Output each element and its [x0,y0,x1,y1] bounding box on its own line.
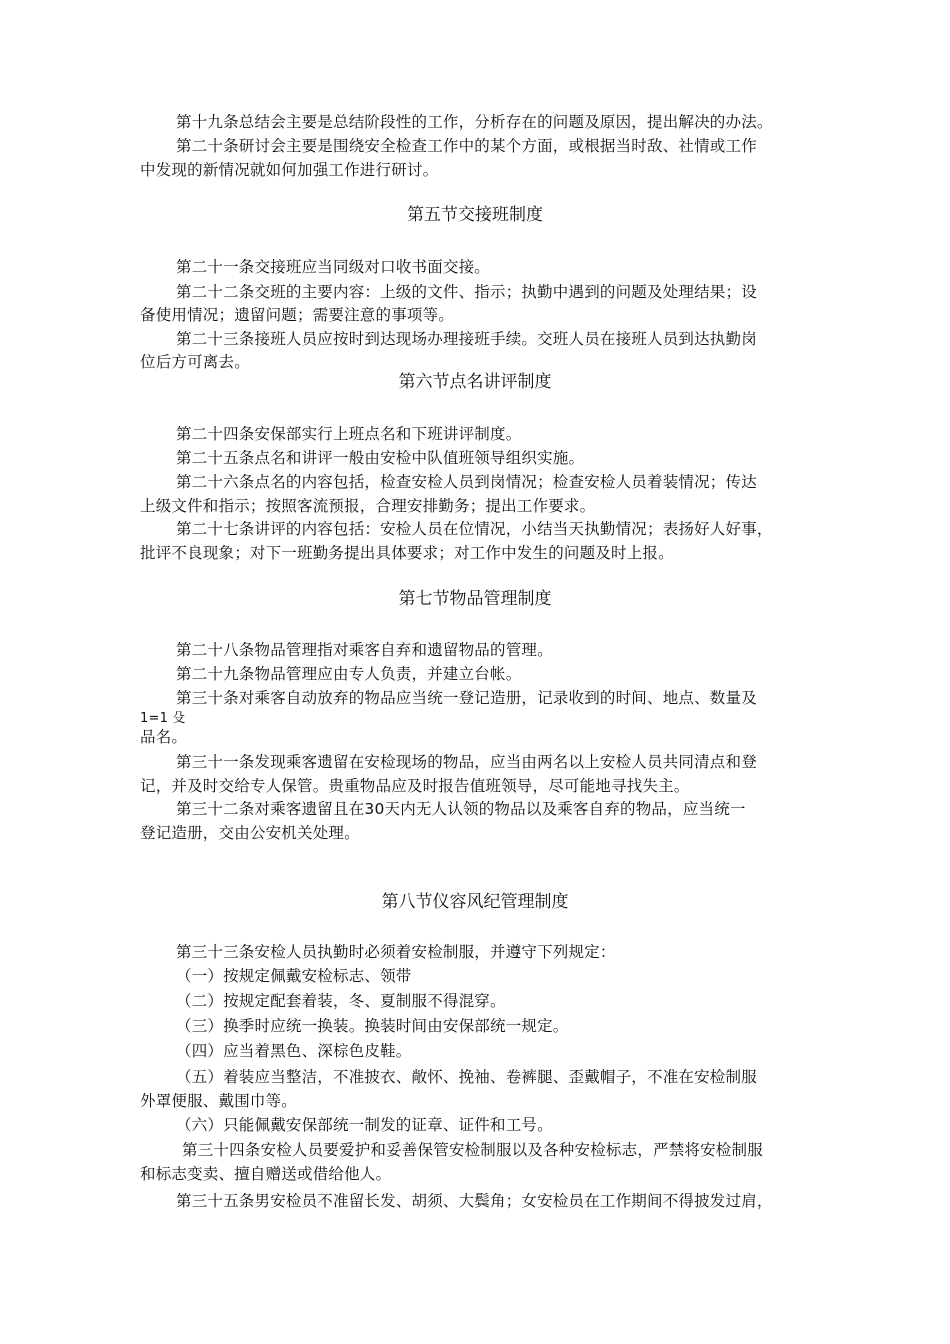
article-30-line-2: 品名。 [140,728,188,746]
article-30-fragment: 1=1 殳 [140,711,186,726]
rule-item-3: （三）换季时应统一换装。换装时间由安保部统一规定。 [176,1017,569,1035]
article-23-line-1: 第二十三条接班人员应按时到达现场办理接班手续。交班人员在接班人员到达执勤岗 [176,330,757,348]
article-25: 第二十五条点名和讲评一般由安检中队值班领导组织实施。 [176,449,585,467]
section-6-heading: 第六节点名讲评制度 [398,372,552,392]
article-21: 第二十一条交接班应当同级对口收书面交接。 [176,258,491,276]
article-26-line-1: 第二十六条点名的内容包括，检查安检人员到岗情况；检查安检人员着装情况；传达 [176,473,757,491]
article-20-line-2: 中发现的新情况就如何加强工作进行研讨。 [140,161,439,179]
rule-item-1: （一）按规定佩戴安检标志、领带 [176,967,412,985]
rule-item-2: （二）按规定配套着装，冬、夏制服不得混穿。 [176,992,506,1010]
section-8-heading: 第八节仪容风纪管理制度 [381,892,569,912]
article-30-line-1: 第三十条对乘客自动放弃的物品应当统一登记造册，记录收到的时间、地点、数量及 [176,689,757,707]
article-34-line-2: 和标志变卖、擅自赠送或借给他人。 [140,1165,392,1183]
rule-item-6: （六）只能佩戴安保部统一制发的证章、证件和工号。 [176,1116,553,1134]
article-22-line-2: 备使用情况；遗留问题；需要注意的事项等。 [140,306,455,324]
section-5-heading: 第五节交接班制度 [407,205,543,225]
rule-item-4: （四）应当着黑色、深棕色皮鞋。 [176,1042,412,1060]
article-19: 第十九条总结会主要是总结阶段性的工作，分析存在的问题及原因，提出解决的办法。 [176,113,773,131]
article-27-line-1: 第二十七条讲评的内容包括：安检人员在位情况，小结当天执勤情况；表扬好人好事， [176,520,773,538]
article-28: 第二十八条物品管理指对乘客自弃和遗留物品的管理。 [176,641,553,659]
article-24: 第二十四条安保部实行上班点名和下班讲评制度。 [176,425,522,443]
rule-item-5-line-2: 外罩便服、戴围巾等。 [140,1092,298,1110]
article-35-line-1: 第三十五条男安检员不准留长发、胡须、大鬓角；女安检员在工作期间不得披发过肩， [176,1192,773,1210]
article-32-line-2: 登记造册，交由公安机关处理。 [140,824,360,842]
article-33: 第三十三条安检人员执勤时必须着安检制服，并遵守下列规定： [176,943,616,961]
rule-item-5-line-1: （五）着装应当整洁，不准披衣、敞怀、挽袖、卷裤腿、歪戴帽子，不准在安检制服 [176,1068,757,1086]
article-31-line-2: 记，并及时交给专人保管。贵重物品应及时报告值班领导，尽可能地寻找失主。 [140,777,690,795]
section-7-heading: 第七节物品管理制度 [398,589,552,609]
article-32-line-1: 第三十二条对乘客遗留且在30天内无人认领的物品以及乘客自弃的物品，应当统一 [176,800,746,818]
article-26-line-2: 上级文件和指示；按照客流预报，合理安排勤务；提出工作要求。 [140,497,596,515]
article-34-line-1: 第三十四条安检人员要爱护和妥善保管安检制服以及各种安检标志，严禁将安检制服 [182,1141,763,1159]
article-23-line-2: 位后方可离去。 [140,353,250,371]
article-27-line-2: 批评不良现象；对下一班勤务提出具体要求；对工作中发生的问题及时上报。 [140,544,674,562]
article-29: 第二十九条物品管理应由专人负责，并建立台帐。 [176,665,522,683]
article-31-line-1: 第三十一条发现乘客遗留在安检现场的物品，应当由两名以上安检人员共同清点和登 [176,753,757,771]
article-22-line-1: 第二十二条交班的主要内容：上级的文件、指示；执勤中遇到的问题及处理结果；设 [176,283,757,301]
article-20-line-1: 第二十条研讨会主要是围绕安全检查工作中的某个方面，或根据当时敌、社情或工作 [176,137,757,155]
